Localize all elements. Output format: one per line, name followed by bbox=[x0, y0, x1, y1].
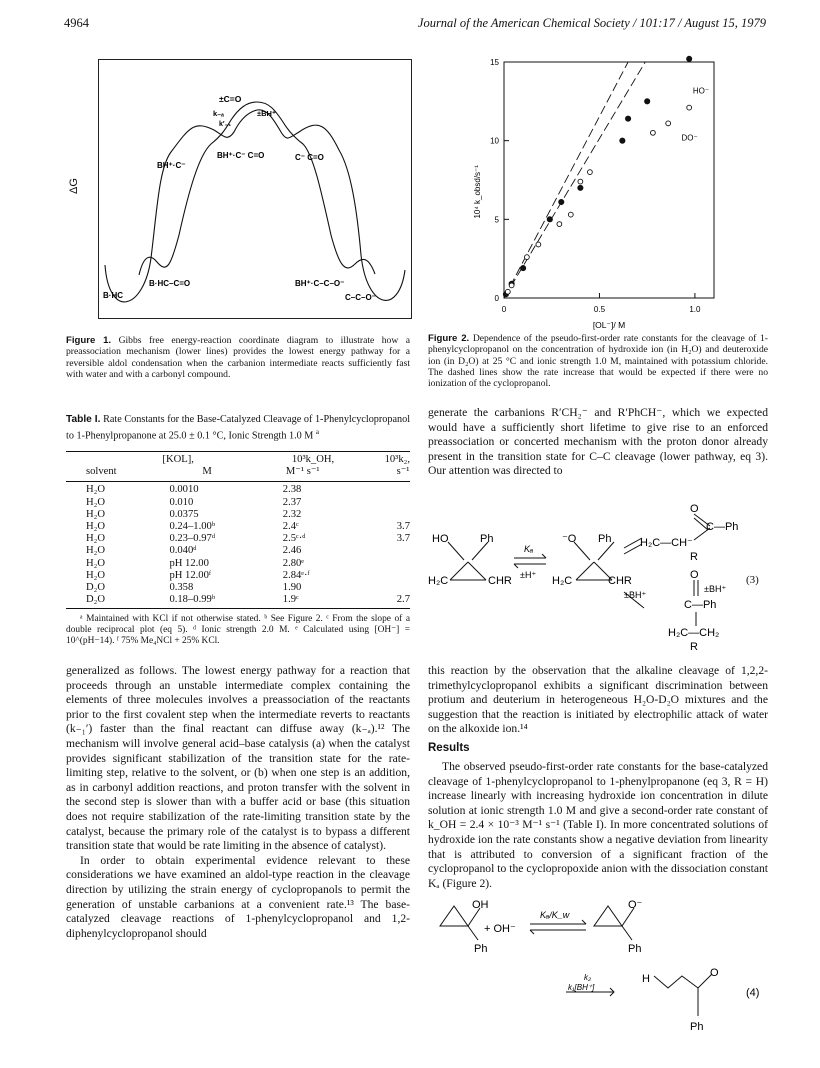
eq3-ho: HO bbox=[432, 533, 449, 545]
table-1 bbox=[66, 451, 410, 647]
eq4-k1bh: k₁[BH⁺] bbox=[568, 983, 595, 992]
label-k-minus-1-prime: k′₋₁ bbox=[219, 121, 232, 128]
table-row bbox=[66, 497, 410, 509]
figure-1-caption-text: Gibbs free energy-reaction coordinate diagram to illustrate how a preassociation mechanism (lower lines) provides the lowest energy pathway for a reversible aldol condensation when the carbanion intermediate reacts sufficiently fast with water and with a carbonyl compound. bbox=[66, 335, 411, 380]
table-cell-kol: 0.24–1.00ᵇ bbox=[169, 521, 216, 533]
eq3-o-upper: O bbox=[690, 503, 699, 515]
figure-2-chart bbox=[440, 50, 740, 330]
hydroxide-data-point bbox=[645, 99, 650, 104]
table-row bbox=[66, 545, 410, 557]
table-cell-koh: 2.4ᶜ bbox=[282, 521, 299, 533]
label-mid-left: BH⁺·C⁻ bbox=[157, 161, 186, 170]
y-tick-label: 15 bbox=[490, 58, 499, 67]
table-row bbox=[66, 582, 410, 594]
table-cell-k2 bbox=[353, 545, 410, 557]
table-cell-kol: 0.0010 bbox=[169, 484, 199, 496]
hydroxide-data-point bbox=[520, 266, 525, 271]
table-cell-koh: 1.9ᶜ bbox=[282, 594, 299, 606]
table-cell-solvent: H₂O bbox=[86, 484, 105, 496]
x-tick-label: 0 bbox=[501, 305, 507, 314]
page-number: 4964 bbox=[64, 16, 89, 30]
table-row bbox=[66, 570, 410, 582]
lower-pathway-curve bbox=[139, 102, 375, 275]
eq4-oh: OH bbox=[472, 899, 489, 911]
table-cell-solvent: H₂O bbox=[86, 557, 105, 569]
equation-3-number: (3) bbox=[746, 574, 759, 586]
table-cell-koh: 2.38 bbox=[282, 484, 302, 496]
right-paragraph-2: this reaction by the observation that the alkaline cleavage of 1,2,2-trimethylcyclopropanol exhibits a significant discrimination between protium and deuterium in heterogeneous H₂O-D₂O mixtures and the suggestion that the reaction is initiated by electrophilic attack of water on the alkoxide ion.¹⁴ bbox=[428, 664, 768, 736]
eq3-r2: R bbox=[690, 641, 698, 650]
table-cell-solvent: D₂O bbox=[86, 582, 105, 594]
table-1-grid bbox=[66, 454, 410, 478]
col-header-solvent: solvent bbox=[86, 466, 117, 478]
left-column-text bbox=[66, 664, 410, 941]
running-header: Journal of the American Chemical Society / 101:17 / August 15, 1979 bbox=[417, 16, 766, 30]
y-axis-label: 10⁴ k_obsd/s⁻¹ bbox=[473, 165, 482, 219]
label-plus-bh: ±BH⁺ bbox=[257, 109, 276, 118]
delta-g-axis-label: ΔG bbox=[67, 178, 80, 194]
table-row bbox=[66, 509, 410, 521]
table-cell-k2: 2.7 bbox=[396, 594, 410, 606]
table-cell-k2 bbox=[353, 509, 410, 521]
y-tick-label: 5 bbox=[494, 215, 499, 225]
upper-pathway-curve bbox=[105, 110, 405, 302]
table-cell-solvent: D₂O bbox=[86, 594, 105, 606]
figure-2-caption-text: Dependence of the pseudo-first-order rate constants for the cleavage of 1-phenylcyclopropanol on the concentration of hydroxide ion (in H₂O) and deuteroxide ion (in D₂O) at 25 °C and ionic strength 1.0 M, maintained with potassium chloride. The dashed lines show the rate increase that would be expected if there were no ionization of the cyclopropanol. bbox=[428, 333, 768, 390]
eq3-c-ph: C—Ph bbox=[706, 521, 739, 533]
eq3-o-minus: ⁻O bbox=[562, 533, 577, 545]
eq4-ph2: Ph bbox=[628, 943, 642, 955]
table-bottom-rule bbox=[66, 608, 410, 609]
table-header-row-2 bbox=[66, 466, 410, 478]
table-cell-koh: 2.32 bbox=[282, 508, 302, 520]
figure-2-caption-label: Figure 2. bbox=[428, 333, 470, 344]
table-cell-kol: pH 12.00ᶠ bbox=[169, 569, 212, 581]
col-header-koh: 10³k_OH, bbox=[291, 454, 335, 465]
free-energy-diagram bbox=[99, 60, 411, 318]
table-cell-solvent: H₂O bbox=[86, 533, 105, 545]
eq3-ph: Ph bbox=[480, 533, 494, 545]
table-cell-kol: 0.358 bbox=[169, 582, 194, 594]
table-cell-kol: 0.18–0.99ᵇ bbox=[169, 594, 216, 606]
label-top-species: ±C=O bbox=[219, 94, 242, 104]
equation-3-structures bbox=[428, 500, 768, 650]
left-paragraph-1: generalized as follows. The lowest energy pathway for a reaction that proceeds through an unstable intermediate complex containing the elements of three molecules involves a preassociation of the reactants prior to the first covalent step when the intermediate reverts to reactants (k₋₁′) faster than the final reactant can diffuse away (k₋ₐ).¹² The mechanism will involve general acid–base catalysis (a) when the catalyst provides significant stabilization of the transition state for the rate-limiting step, relative to the solvent, or (b) when one step is an addition, as in carbonyl addition reactions, and proton transfer with the solvent in the second step is slower than with a buffer acid or base (this situation does not require stabilization of the rate-limiting transition state by the catalyst, because the primary role of the catalyst is to bypass a different transition state that would be rate limiting in the absence of catalyst). bbox=[66, 664, 410, 853]
label-mid-right: C⁻ C=O bbox=[295, 153, 324, 162]
deuteroxide-data-point bbox=[666, 121, 671, 126]
x-tick-label: 0.5 bbox=[593, 305, 606, 314]
table-row bbox=[66, 533, 410, 545]
hydroxide-data-point bbox=[559, 199, 564, 204]
table-cell-koh: 2.84ᵉ·ᶠ bbox=[282, 569, 310, 581]
eq4-plus-oh: + OH⁻ bbox=[484, 923, 516, 935]
table-cell-k2: 3.7 bbox=[396, 533, 410, 545]
hydroxide-data-point bbox=[625, 116, 630, 121]
col-header-kol-unit: M bbox=[202, 466, 212, 478]
eq4-o-minus: O⁻ bbox=[628, 899, 643, 911]
hydroxide-data-point bbox=[578, 185, 583, 190]
table-cell-koh: 2.80ᵉ bbox=[282, 557, 305, 569]
x-axis-label: [OL⁻]/ M bbox=[592, 320, 626, 330]
label-bottom-far-right: C–C–O⁻ bbox=[345, 293, 376, 302]
table-1-title bbox=[66, 414, 410, 442]
label-bottom-right: BH⁺·C–C–O⁻ bbox=[295, 279, 345, 288]
table-cell-k2: 3.7 bbox=[396, 521, 410, 533]
eq4-ka-kw: Kₐ/K_w bbox=[540, 910, 570, 920]
eq3-ph2: Ph bbox=[598, 533, 612, 545]
y-tick-label: 10 bbox=[490, 136, 499, 146]
label-bottom-left2: B·HC–C=O bbox=[149, 279, 191, 288]
eq3-pm-bh: ±BH⁺ bbox=[624, 590, 647, 600]
table-1-title-note: a bbox=[315, 428, 320, 436]
label-bottom-left: B·HC bbox=[103, 291, 123, 300]
eq4-ph3: Ph bbox=[690, 1021, 704, 1033]
table-cell-kol: 0.010 bbox=[169, 496, 194, 508]
label-mid-center: BH⁺·C⁻ C=O bbox=[217, 151, 265, 160]
table-1-title-text: Rate Constants for the Base-Catalyzed Cleavage of 1-Phenylcyclopropanol to 1-Phenylpropanone at 25.0 ± 0.1 °C, Ionic Strength 1.0 M bbox=[66, 414, 411, 442]
table-1-title-label: Table I. bbox=[66, 414, 101, 425]
table-cell-kol: 0.0375 bbox=[169, 508, 199, 520]
eq3-h2c-ch: H₂C—CH⁻ bbox=[640, 537, 693, 549]
table-cell-koh: 2.37 bbox=[282, 496, 302, 508]
deuteroxide-data-point bbox=[509, 283, 514, 288]
eq3-pm-h: ±H⁺ bbox=[520, 570, 537, 580]
equation-4-structures bbox=[428, 896, 768, 1056]
eq3-chr2: CHR bbox=[608, 575, 632, 587]
hydroxide-data-point bbox=[620, 138, 625, 143]
table-cell-k2 bbox=[353, 558, 410, 570]
eq3-h2c2: H₂C bbox=[552, 575, 573, 587]
table-cell-k2 bbox=[353, 484, 410, 496]
table-cell-k2 bbox=[353, 570, 410, 582]
figure-1-frame bbox=[98, 59, 412, 319]
table-header-row-1 bbox=[66, 454, 410, 466]
deuteroxide-data-point bbox=[578, 179, 583, 184]
eq3-c-ph2: C—Ph bbox=[684, 599, 717, 611]
col-header-kol: [KOL], bbox=[162, 454, 194, 465]
dashed-reference-line bbox=[504, 62, 645, 298]
table-cell-k2 bbox=[353, 582, 410, 594]
right-paragraph-3: The observed pseudo-first-order rate constants for the base-catalyzed cleavage of 1-phenylcyclopropanol to 1-phenylpropanone (eq 3, R = H) increase linearly with increasing hydroxide ion concentration in dilute solution at ionic strength 1.0 M and give a second-order rate constant of k_OH = 2.4 × 10⁻³ M⁻¹ s⁻¹ (Table I). In more concentrated solutions of hydroxide ion the rate constants show a negative deviation from linearity that is attributed to conversion of a significant fraction of the cyclopropanol to the cyclopropoxide anion with the dissociation constant Kₐ (Figure 2). bbox=[428, 760, 768, 890]
col-header-k2: 10³k₂, bbox=[384, 454, 410, 465]
table-cell-koh: 2.5ᶜ·ᵈ bbox=[282, 533, 306, 545]
table-top-rule bbox=[66, 451, 410, 452]
legend-ho: HO⁻ bbox=[692, 86, 710, 96]
table-cell-solvent: H₂O bbox=[86, 496, 105, 508]
table-cell-koh: 2.46 bbox=[282, 545, 302, 557]
table-cell-solvent: H₂O bbox=[86, 521, 105, 533]
table-row bbox=[66, 521, 410, 533]
col-header-k2-unit: s⁻¹ bbox=[396, 466, 410, 478]
eq3-r: R bbox=[690, 551, 698, 563]
x-tick-label: 1.0 bbox=[689, 305, 701, 314]
eq3-ka: Kₐ bbox=[524, 544, 534, 554]
eq4-h: H bbox=[642, 973, 650, 985]
eq4-ph1: Ph bbox=[474, 943, 488, 955]
results-heading: Results bbox=[428, 742, 470, 754]
table-cell-solvent: H₂O bbox=[86, 569, 105, 581]
table-cell-kol: pH 12.00 bbox=[169, 557, 209, 569]
right-paragraph-1: generate the carbanions R′CH₂⁻ and R′PhCH⁻, which we expected would have a sufficiently short lifetime to give rise to an enforced preassociation or concerted mechanism with the proton donor already present in the transition state for C–C cleavage (lower pathway, eq 3). Our attention was directed to bbox=[428, 406, 768, 478]
eq3-pm-bh2: ±BH⁺ bbox=[704, 584, 727, 594]
eq3-h2c: H₂C bbox=[428, 575, 449, 587]
table-row bbox=[66, 484, 410, 496]
table-cell-k2 bbox=[353, 497, 410, 509]
deuteroxide-data-point bbox=[525, 255, 530, 260]
eq3-h2c-ch2: H₂C—CH₂ bbox=[668, 627, 720, 639]
table-cell-solvent: H₂O bbox=[86, 508, 105, 520]
figure-1-caption-label: Figure 1. bbox=[66, 335, 112, 346]
legend-marker bbox=[687, 105, 692, 110]
left-paragraph-2: In order to obtain experimental evidence relevant to these considerations we have examined an aldol-type reaction in the cleavage direction by utilizing the strain energy of cyclopropanols to permit the generation of unstable carbanions at a convenient rate.¹³ The base-catalyzed cleavage reactions of 1-phenylcyclopropanol and 1,2-diphenylcyclopropanol should bbox=[66, 853, 410, 940]
dashed-reference-line bbox=[504, 62, 628, 298]
equation-3 bbox=[428, 500, 768, 650]
deuteroxide-data-point bbox=[505, 289, 510, 294]
table-cell-solvent: H₂O bbox=[86, 545, 105, 557]
y-tick-label: 0 bbox=[494, 294, 499, 303]
deuteroxide-data-point bbox=[651, 130, 656, 135]
equation-4 bbox=[428, 896, 768, 1056]
legend-do: DO⁻ bbox=[681, 133, 698, 143]
eq3-chr: CHR bbox=[488, 575, 512, 587]
eq4-k2: k₂ bbox=[584, 973, 592, 982]
table-header-rule bbox=[66, 481, 410, 482]
eq3-o-lower: O bbox=[690, 569, 699, 581]
deuteroxide-data-point bbox=[536, 242, 541, 247]
col-header-koh-unit: M⁻¹ s⁻¹ bbox=[285, 466, 320, 478]
table-row bbox=[66, 594, 410, 606]
table-cell-kol: 0.23–0.97ᵈ bbox=[169, 533, 216, 545]
label-k-minus-a: k₋ₐ bbox=[213, 109, 224, 118]
equation-4-number: (4) bbox=[746, 987, 760, 999]
eq4-o: O bbox=[710, 967, 719, 979]
hydroxide-data-point bbox=[547, 217, 552, 222]
table-cell-kol: 0.040ᵈ bbox=[169, 545, 197, 557]
deuteroxide-data-point bbox=[557, 222, 562, 227]
table-1-body bbox=[66, 484, 410, 606]
table-cell-koh: 1.90 bbox=[282, 582, 302, 594]
figure-2-caption bbox=[428, 333, 768, 389]
deuteroxide-data-point bbox=[588, 170, 593, 175]
figure-1-caption bbox=[66, 335, 410, 380]
table-1-footnotes: ᵃ Maintained with KCl if not otherwise stated. ᵇ See Figure 2. ᶜ From the slope of a double reciprocal plot (eq 5). ᵈ Ionic strength 2.0 M. ᵉ Calculated using [OH⁻] = 10^(pH−14). ᶠ 75% Me₄NCl + 25% KCl. bbox=[66, 614, 410, 647]
deuteroxide-data-point bbox=[568, 212, 573, 217]
table-row bbox=[66, 558, 410, 570]
hydroxide-data-point bbox=[687, 56, 692, 61]
